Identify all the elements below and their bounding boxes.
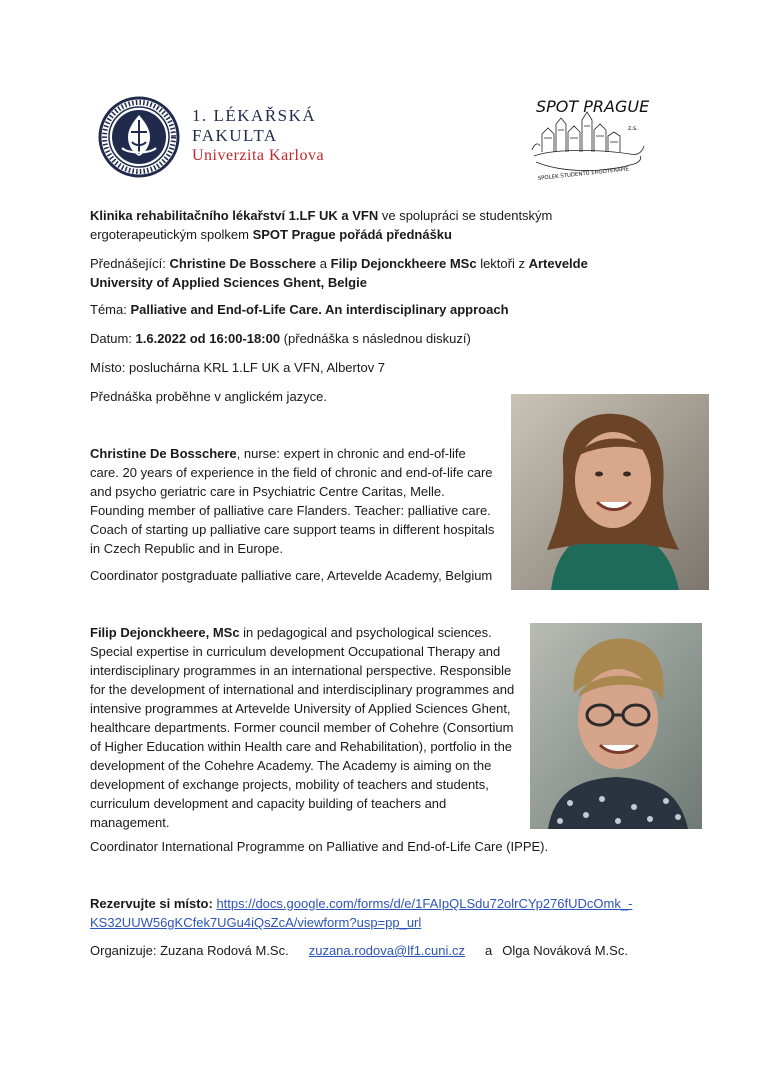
date-value: 1.6.2022 od 16:00-18:00: [135, 331, 281, 346]
intro-text: ve spolupráci se studentským ergoterapeutickým spolkem: [90, 208, 553, 242]
university-seal-icon: [98, 96, 180, 178]
bio-filip: [90, 623, 522, 832]
topic-line: [90, 300, 650, 319]
speakers-paragraph: [90, 254, 650, 292]
date-note: (přednáška s následnou diskuzí): [280, 331, 471, 346]
bio-christine: [90, 444, 498, 558]
organizer-and: a: [485, 943, 493, 958]
filip-photo: [530, 623, 702, 829]
christine-photo: [511, 394, 709, 590]
reservation-label: Rezervujte si místo:: [90, 896, 217, 911]
organizer-name2: Olga Nováková M.Sc.: [502, 943, 628, 958]
date-label: Datum:: [90, 331, 136, 346]
faculty-logo: [98, 96, 358, 176]
spot-prague-logo: [530, 90, 650, 188]
speakers-text: lektoři z: [476, 256, 529, 271]
speakers-institution: Artevelde University of Applied Sciences Ghent, Belgie: [90, 256, 588, 290]
spot-logo-title: SPOT PRAGUE: [536, 97, 650, 116]
bio1-coordinator: Coordinator postgraduate palliative care, Artevelde Academy, Belgium: [90, 568, 493, 583]
bio2-text: in pedagogical and psychological sciences. Special expertise in curriculum development Occupational Therapy and interdisciplinary programmes in an international perspective. Responsible for the development of international and interdisciplinary programmes and intensive programmes at Artevelde University of Applied Sciences Ghent, healthcare departments. Former council member of Cohehre (Consortium of Higher Education within Health care and Rehabilitation), portfolio in the development of the Cohehre Academy. The Academy is aiming on the development of exchange projects, mobility of teachers and students, curriculum development and capacity building of teachers and management.: [90, 625, 515, 830]
speakers-label: Přednášející:: [90, 256, 170, 271]
date-line: [90, 329, 650, 348]
faculty-line1: 1. LÉKAŘSKÁ: [192, 106, 317, 125]
reservation-url-line1: https://docs.google.com/forms/d/e/1FAIpQLSdu72olrCYp276fUDcOmk_-: [216, 896, 633, 911]
bio1-text: , nurse: expert in chronic and end-of-life care. 20 years of experience in the field of chronic and end-of-life care and psycho geriatric care in Psychiatric Centre Caritas, Melle. Founding member of palliative care Flanders. Teacher: palliative care. Coach of starting up palliative care support teams in different hospitals in Czech Republic and in Europe.: [90, 446, 495, 556]
spot-logo-suffix: z.s.: [628, 125, 639, 132]
language-line: Přednáška proběhne v anglickém jazyce.: [90, 389, 328, 404]
topic-value: Palliative and End-of-Life Care. An interdisciplinary approach: [130, 302, 509, 317]
organizer-line: [90, 941, 690, 960]
reservation-url-line2: KS32UUW56gKCfek7UGu4iQsZcA/viewform?usp=pp_url: [90, 915, 422, 930]
organizer-label: Organizuje: Zuzana Rodová M.Sc.: [90, 943, 289, 958]
faculty-line3: Univerzita Karlova: [192, 147, 325, 164]
reservation-paragraph: [90, 894, 690, 932]
faculty-line2: FAKULTA: [192, 126, 278, 145]
clinic-name: Klinika rehabilitačního lékařství 1.LF UK a VFN: [90, 208, 379, 223]
speakers-and: a: [316, 256, 331, 271]
bio2-coordinator: Coordinator International Programme on Palliative and End-of-Life Care (IPPE).: [90, 839, 549, 854]
spot-organizes: SPOT Prague pořádá přednášku: [252, 227, 452, 242]
bio2-name: Filip Dejonckheere, MSc: [90, 625, 240, 640]
faculty-name: [192, 106, 324, 166]
bio1-name: Christine De Bosschere: [90, 446, 237, 461]
speaker2-name: Filip Dejonckheere MSc: [330, 256, 477, 271]
speaker1-name: Christine De Bosschere: [169, 256, 317, 271]
organizer-email-link[interactable]: zuzana.rodova@lf1.cuni.cz: [308, 943, 465, 958]
topic-label: Téma:: [90, 302, 131, 317]
spot-logo-subtitle: SPOLEK STUDENTŮ ERGOTERAPIE: [537, 166, 630, 182]
intro-paragraph: [90, 206, 650, 244]
place-line: Místo: posluchárna KRL 1.LF UK a VFN, Albertov 7: [90, 360, 386, 375]
